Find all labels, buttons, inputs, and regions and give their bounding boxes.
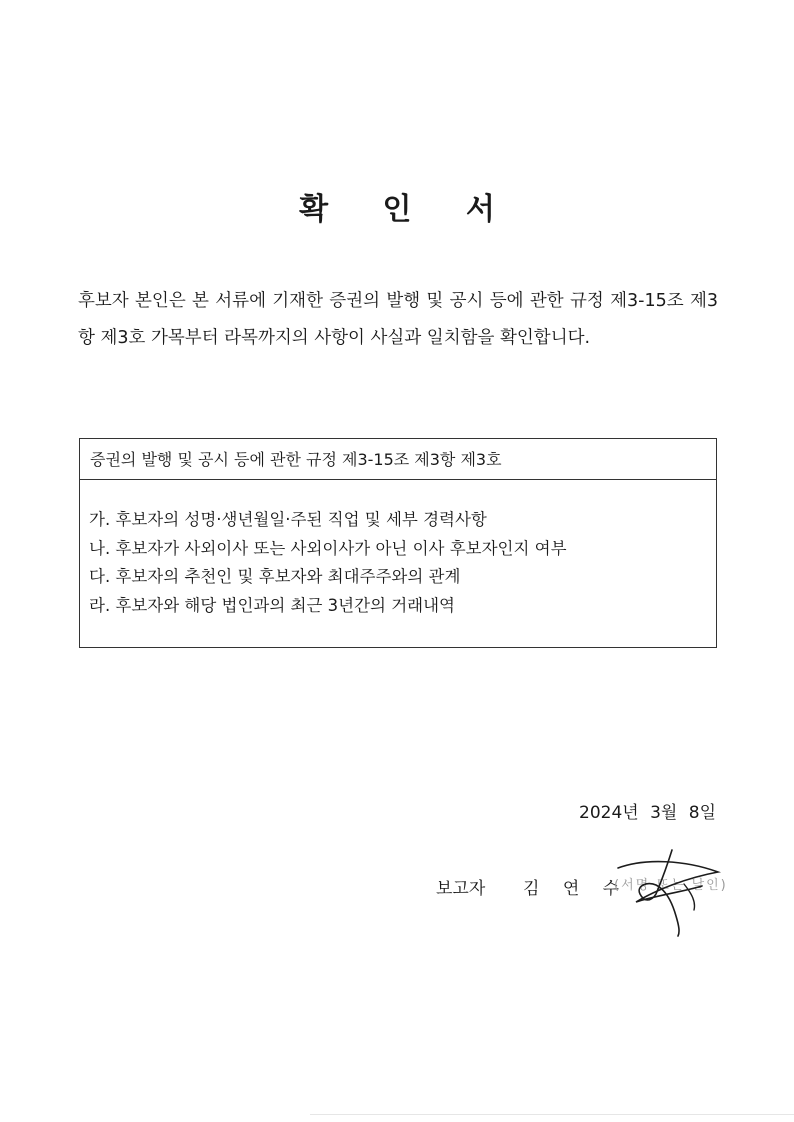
seal-placeholder-text: (서명 또는 날인) [614,878,728,893]
regulation-box [79,438,717,648]
regulation-box-header: 증권의 발행 및 공시 등에 관한 규정 제3-15조 제3항 제3호 [80,439,716,480]
regulation-item: 다. 후보자의 추천인 및 후보자와 최대주주와의 관계 [89,567,461,586]
document-date: 2024년 3월 8일 [579,803,716,823]
document-title: 확 인 서 [299,192,517,227]
reporter-label: 보고자 [436,879,486,899]
confirmation-statement: 후보자 본인은 본 서류에 기재한 증권의 발행 및 공시 등에 관한 규정 제3-15조 제3항 제3호 가목부터 라목까지의 사항이 사실과 일치함을 확인합니다. [78,291,718,348]
reporter-name: 김 연 수 [523,879,629,899]
handwritten-signature [590,846,730,938]
regulation-item-list [80,480,716,620]
regulation-item: 라. 후보자와 해당 법인과의 최근 3년간의 거래내역 [89,595,455,615]
footer-divider [310,1114,794,1115]
regulation-item: 나. 후보자가 사외이사 또는 사외이사가 아닌 이사 후보자인지 여부 [89,538,567,558]
regulation-item: 가. 후보자의 성명·생년월일·주된 직업 및 세부 경력사항 [89,510,487,529]
